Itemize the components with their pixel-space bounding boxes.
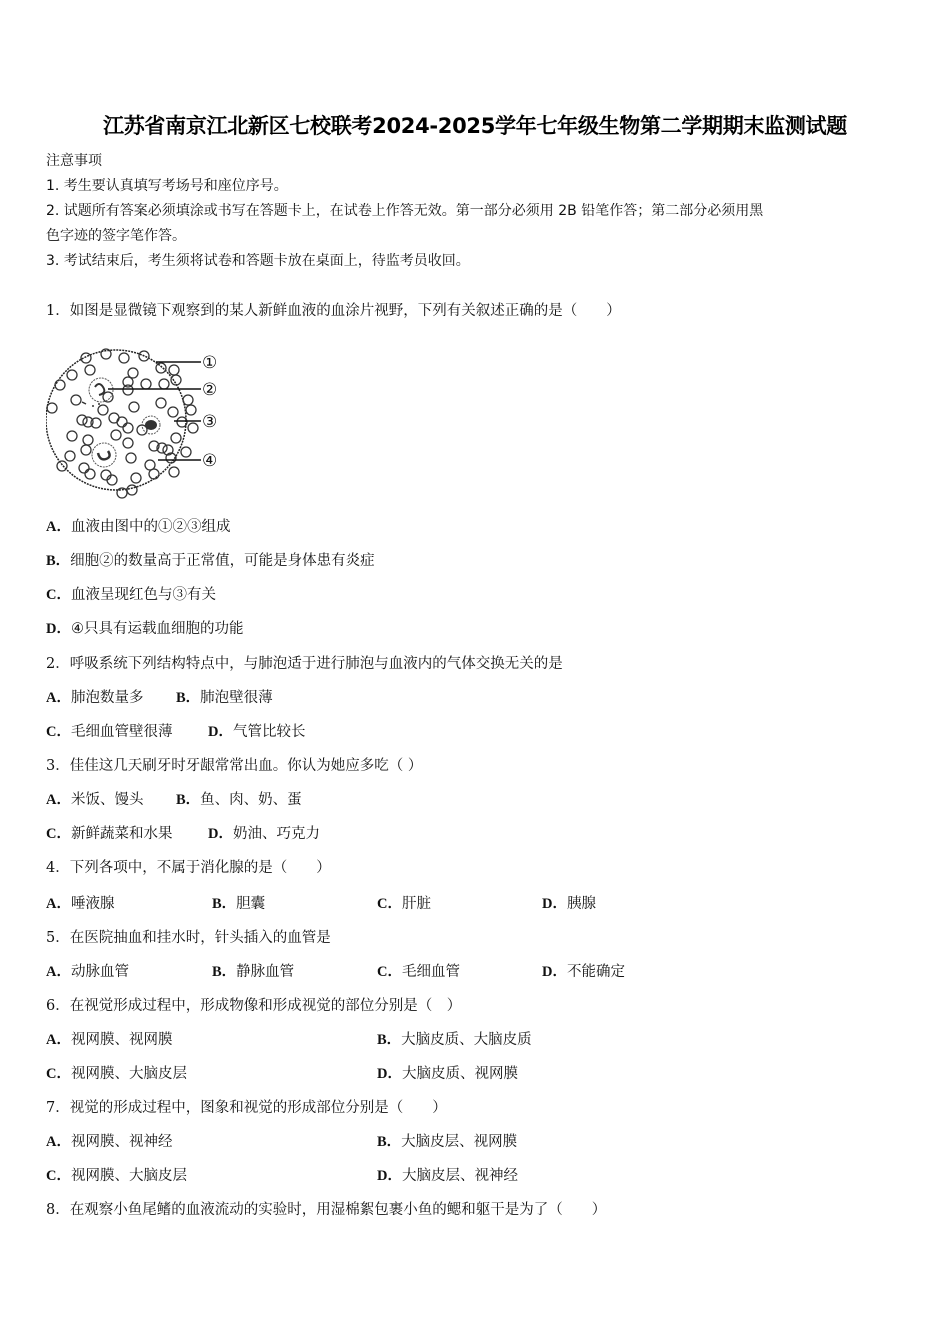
option-text: 肺泡壁很薄: [200, 690, 273, 706]
notice-item: 2. 试题所有答案必须填涂或书写在答题卡上，在试卷上作答无效。第一部分必须用 2B 铅笔作答；第二部分必须用黑: [46, 203, 764, 219]
option-letter: A．: [46, 896, 71, 912]
option-c[interactable]: [46, 723, 172, 741]
question-stem: 2．呼吸系统下列结构特点中，与肺泡适于进行肺泡与血液内的气体交换无关的是: [46, 656, 563, 672]
option-a[interactable]: [46, 518, 230, 536]
option-letter: D．: [377, 1066, 402, 1082]
option-letter: C．: [46, 1066, 71, 1082]
option-letter: C．: [46, 1168, 71, 1184]
option-b[interactable]: [212, 963, 294, 981]
option-text: 大脑皮层、视神经: [401, 1168, 518, 1184]
option-b[interactable]: [176, 689, 273, 707]
question-stem: 6．在视觉形成过程中，形成物像和形成视觉的部位分别是（ ）: [46, 998, 462, 1014]
option-text: 唾液腺: [70, 896, 115, 912]
option-b[interactable]: [46, 552, 375, 570]
figure-label-1: ①: [202, 353, 218, 373]
option-c[interactable]: [46, 586, 216, 604]
option-text: 不能确定: [566, 964, 625, 980]
option-d[interactable]: [208, 723, 305, 741]
option-text: 新鲜蔬菜和水果: [70, 826, 173, 842]
blood-smear-figure: [46, 340, 226, 500]
option-d[interactable]: [542, 963, 625, 981]
option-b[interactable]: [212, 895, 265, 913]
option-text: 视网膜、视神经: [70, 1134, 173, 1150]
option-a[interactable]: [46, 791, 143, 809]
option-text: 肝脏: [401, 896, 431, 912]
option-letter: A．: [46, 792, 71, 808]
option-letter: C．: [377, 964, 402, 980]
option-letter: B．: [212, 896, 237, 912]
option-letter: D．: [377, 1168, 402, 1184]
question-stem: 1．如图是显微镜下观察到的某人新鲜血液的血涂片视野，下列有关叙述正确的是（ ）: [46, 303, 621, 319]
option-text: 动脉血管: [70, 964, 129, 980]
figure-label-3: ③: [202, 412, 218, 432]
option-text: 胆囊: [236, 896, 266, 912]
option-text: 肺泡数量多: [70, 690, 144, 706]
option-letter: B．: [176, 690, 201, 706]
option-letter: A．: [46, 964, 71, 980]
option-text: 毛细血管: [401, 964, 460, 980]
option-letter: D．: [46, 621, 71, 637]
option-text: 米饭、馒头: [70, 792, 144, 808]
option-text: 血液由图中的①②③组成: [70, 519, 231, 535]
option-a[interactable]: [46, 689, 143, 707]
option-text: 大脑皮层、视网膜: [401, 1134, 518, 1150]
option-c[interactable]: [46, 825, 172, 843]
option-a[interactable]: [46, 963, 129, 981]
option-letter: C．: [46, 587, 71, 603]
option-d[interactable]: [377, 1065, 518, 1083]
option-text: 视网膜、大脑皮层: [70, 1168, 187, 1184]
option-letter: C．: [46, 826, 71, 842]
figure-label-2: ②: [202, 380, 218, 400]
option-b[interactable]: [176, 791, 302, 809]
option-b[interactable]: [377, 1031, 532, 1049]
option-letter: B．: [46, 553, 71, 569]
option-letter: A．: [46, 690, 71, 706]
question-stem: 8．在观察小鱼尾鳍的血液流动的实验时，用湿棉絮包裹小鱼的鳃和躯干是为了（ ）: [46, 1202, 607, 1218]
option-a[interactable]: [46, 1133, 172, 1151]
option-text: 胰腺: [566, 896, 596, 912]
option-letter: C．: [377, 896, 402, 912]
question-stem: 4．下列各项中，不属于消化腺的是（ ）: [46, 860, 331, 876]
option-text: 毛细血管壁很薄: [70, 724, 173, 740]
option-text: 视网膜、视网膜: [70, 1032, 173, 1048]
option-text: 大脑皮质、大脑皮质: [401, 1032, 532, 1048]
option-text: 血液呈现红色与③有关: [70, 587, 216, 603]
option-text: 静脉血管: [236, 964, 295, 980]
option-text: 气管比较长: [232, 724, 306, 740]
option-d[interactable]: [208, 825, 320, 843]
option-text: 大脑皮质、视网膜: [401, 1066, 518, 1082]
option-letter: B．: [212, 964, 237, 980]
figure-label-4: ④: [202, 451, 218, 471]
question-stem: 3．佳佳这几天刷牙时牙龈常常出血。你认为她应多吃（ ）: [46, 758, 423, 774]
option-letter: D．: [542, 964, 567, 980]
option-d[interactable]: [542, 895, 596, 913]
option-letter: D．: [208, 724, 233, 740]
option-c[interactable]: [46, 1167, 187, 1185]
notice-item: 3. 考试结束后，考生须将试卷和答题卡放在桌面上，待监考员收回。: [46, 253, 470, 269]
option-d[interactable]: [46, 620, 243, 638]
option-text: ④只具有运载血细胞的功能: [70, 621, 244, 637]
option-text: 细胞②的数量高于正常值，可能是身体患有炎症: [70, 553, 375, 569]
notice-heading: 注意事项: [46, 153, 102, 169]
question-stem: 5．在医院抽血和挂水时，针头插入的血管是: [46, 930, 331, 946]
option-text: 视网膜、大脑皮层: [70, 1066, 187, 1082]
option-letter: A．: [46, 519, 71, 535]
notice-item: 色字迹的签字笔作答。: [46, 228, 186, 244]
page-title: 江苏省南京江北新区七校联考2024-2025学年七年级生物第二学期期末监测试题: [103, 114, 847, 138]
option-letter: C．: [46, 724, 71, 740]
option-letter: A．: [46, 1134, 71, 1150]
option-c[interactable]: [377, 895, 431, 913]
option-letter: B．: [176, 792, 201, 808]
question-stem: 7．视觉的形成过程中，图象和视觉的形成部位分别是（ ）: [46, 1100, 447, 1116]
option-b[interactable]: [377, 1133, 517, 1151]
option-letter: D．: [208, 826, 233, 842]
option-text: 奶油、巧克力: [232, 826, 320, 842]
blood-smear-diagram-icon: [46, 340, 226, 500]
option-a[interactable]: [46, 895, 114, 913]
option-d[interactable]: [377, 1167, 518, 1185]
option-letter: A．: [46, 1032, 71, 1048]
option-letter: B．: [377, 1134, 402, 1150]
option-a[interactable]: [46, 1031, 172, 1049]
option-c[interactable]: [377, 963, 460, 981]
option-letter: B．: [377, 1032, 402, 1048]
option-letter: D．: [542, 896, 567, 912]
option-text: 鱼、肉、奶、蛋: [200, 792, 302, 808]
notice-item: 1. 考生要认真填写考场号和座位序号。: [46, 178, 288, 194]
option-c[interactable]: [46, 1065, 187, 1083]
